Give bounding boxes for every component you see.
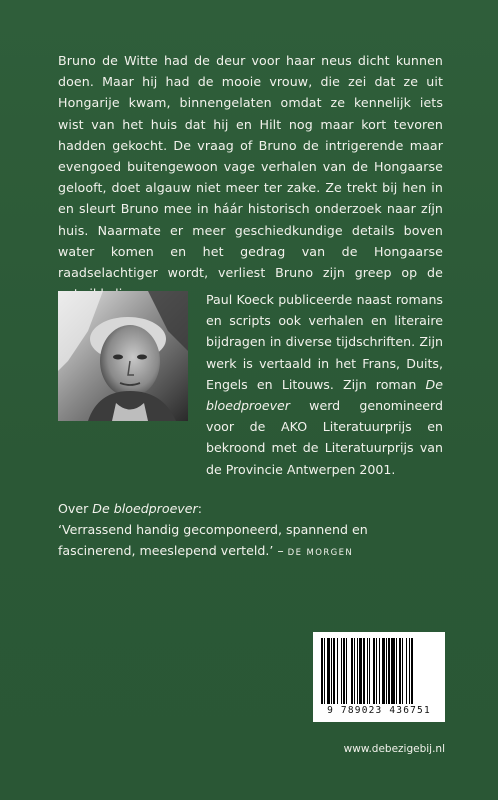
barcode-bar [409,638,410,704]
barcode-bar [357,638,358,704]
barcode-bar [324,638,325,704]
barcode-bars [321,638,437,704]
barcode-bar [321,638,323,704]
barcode-bar [379,638,380,704]
barcode-bar [386,638,387,704]
barcode-bar [406,638,407,704]
barcode-bar [331,638,332,704]
barcode-bar [367,638,368,704]
barcode-bar [343,638,345,704]
barcode-bar [373,638,375,704]
quote-source: DE MORGEN [287,548,354,559]
bio-part-1: Paul Koeck publiceerde naast romans en scripts ook verhalen en literaire bijdragen in diverse tijdschriften. Zijn werk is vertaald in het Frans, Duits, Engels en Litouws. Zijn roman [206,292,443,392]
barcode-bar [351,638,353,704]
quote-text: ‘Verrassend handig gecomponeerd, spannend en fascinerend, meeslepend verteld.’ – [58,522,368,559]
barcode-bar [359,638,362,704]
barcode-bar [337,638,338,704]
publisher-url: www.debezigebij.nl [343,743,445,755]
quote-book-title: De bloedproever [92,501,198,516]
barcode-bar [354,638,355,704]
isbn-barcode [313,632,445,722]
blurb [58,50,443,304]
barcode-bar [327,638,330,704]
author-photo [58,291,188,421]
blurb-paragraph: Bruno de Witte had de deur voor haar neus dicht kunnen doen. Maar hij had de mooie vrouw, die zei dat ze uit Hongarije kwam, binnengelaten omdat ze kennelijk iets wist van het huis dat hij en Hilt nog maar kort tevoren hadden gekocht. De vraag of Bruno de intrigerende maar evengoed buitengewoon vage verhalen van de Hongaarse gelooft, doet algauw niet meer ter zake. Ze trekt bij hen in en sleurt Bruno mee in háár historisch onderzoek naar zíjn huis. Naarmate er meer geschiedkundige details boven water komen en het gedrag van de Hongaarse raadselachtiger wordt, verliest Bruno zijn greep op de [58,53,443,281]
barcode-bar [396,638,397,704]
barcode-bar [363,638,365,704]
author-bio [206,289,443,480]
barcode-bar [391,638,395,704]
quote-colon: : [197,501,202,516]
barcode-bar [399,638,401,704]
press-quote [58,498,448,565]
barcode-bar [333,638,335,704]
bio-book-title: De bloedproever [206,376,443,414]
barcode-bar [369,638,370,704]
barcode-bar [382,638,385,704]
barcode-bar [411,638,413,704]
bio-part-2: werd genomineerd voor de AKO Literatuurprijs en bekroond met de Literatuurprijs van de Provincie Antwerpen 2001. [206,398,443,477]
barcode-bar [341,638,342,704]
barcode-bar [346,638,347,704]
author-bio-text [206,289,443,480]
barcode-bar [402,638,403,704]
isbn-digits: 9 789023 436751 [327,705,431,716]
barcode-bar [388,638,390,704]
quote-heading [58,498,448,519]
barcode-bar [376,638,377,704]
quote-intro: Over [58,501,93,516]
author-portrait-image [58,291,188,421]
quote-body [58,519,448,564]
